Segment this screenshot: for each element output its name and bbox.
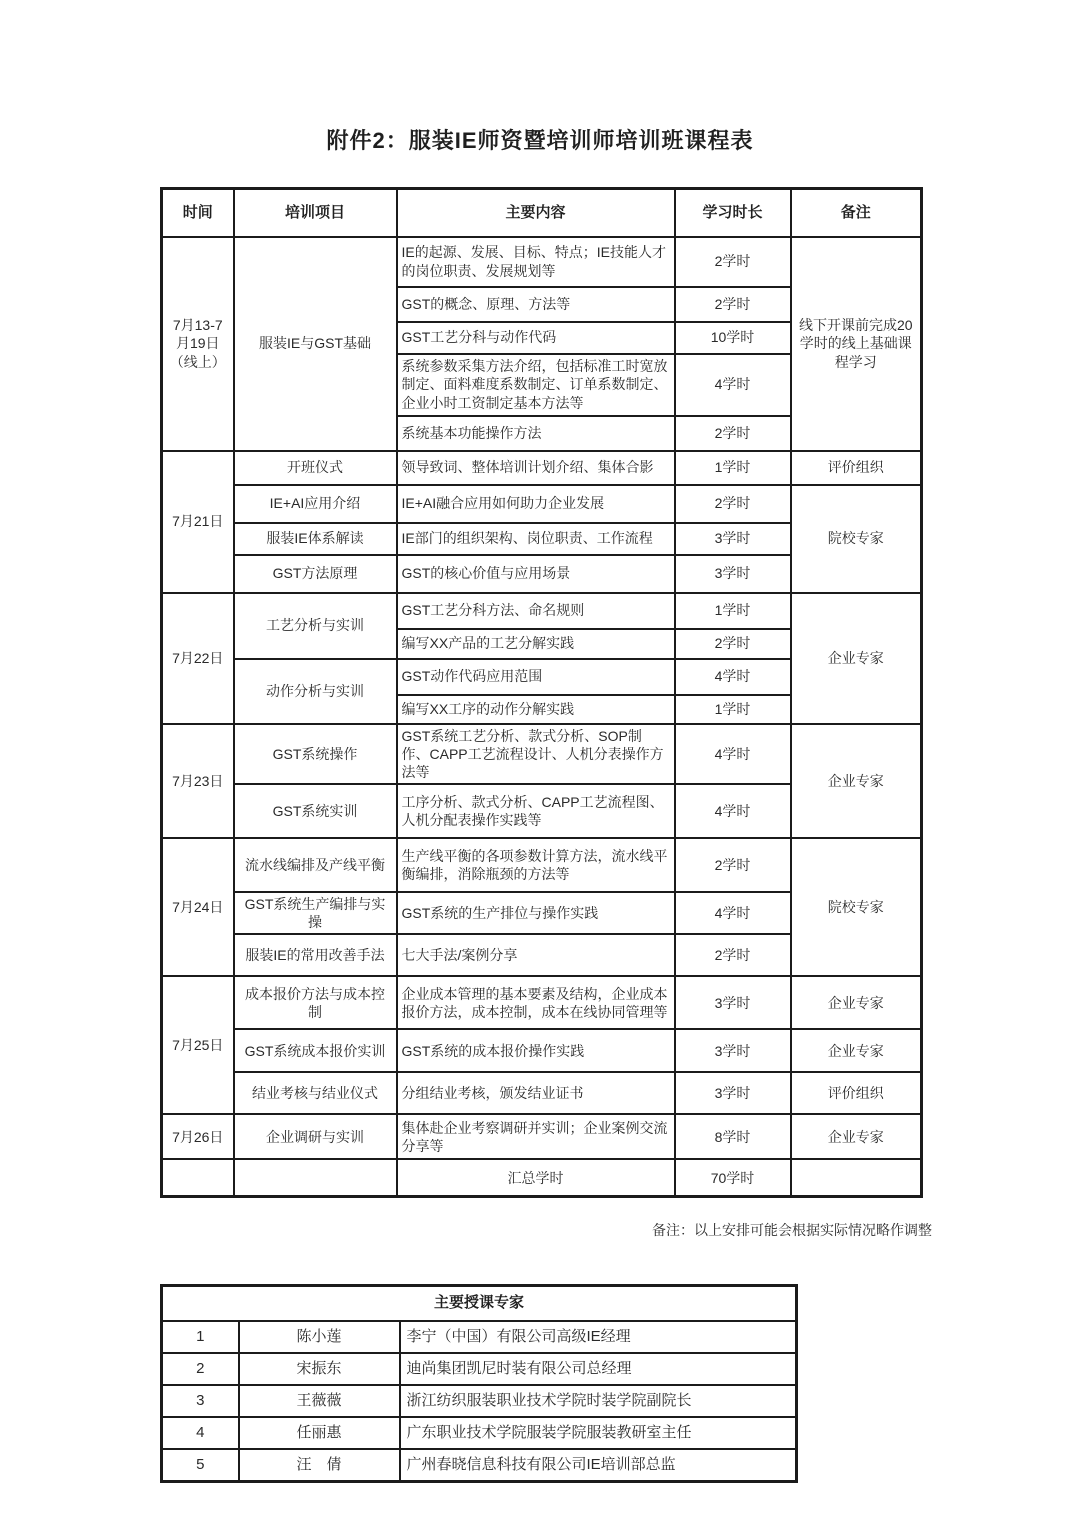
header-remark: 备注 bbox=[791, 189, 922, 237]
hours-cell: 3学时 bbox=[675, 1029, 791, 1072]
hours-cell: 4学时 bbox=[675, 892, 791, 934]
hours-cell: 1学时 bbox=[675, 593, 791, 629]
hours-cell: 2学时 bbox=[675, 629, 791, 659]
expert-row bbox=[162, 1417, 797, 1449]
content-cell: 集体赴企业考察调研并实训；企业案例交流分享等 bbox=[397, 1114, 675, 1159]
remark-cell: 企业专家 bbox=[791, 1029, 922, 1072]
summary-label-cell: 汇总学时 bbox=[397, 1159, 675, 1196]
content-cell: GST动作代码应用范围 bbox=[397, 659, 675, 695]
table-row bbox=[162, 838, 922, 892]
expert-number: 5 bbox=[162, 1449, 239, 1481]
page-title: 附件2：服装IE师资暨培训师培训班课程表 bbox=[326, 128, 754, 153]
content-cell: 领导致词、整体培训计划介绍、集体合影 bbox=[397, 451, 675, 485]
remark-cell: 院校专家 bbox=[791, 838, 922, 976]
expert-row bbox=[162, 1353, 797, 1385]
expert-name: 汪 倩 bbox=[239, 1449, 400, 1481]
hours-cell: 2学时 bbox=[675, 838, 791, 892]
summary-value-cell: 70学时 bbox=[675, 1159, 791, 1196]
summary-empty-time-cell bbox=[162, 1159, 234, 1196]
time-cell: 7月24日 bbox=[162, 838, 234, 976]
project-cell: 动作分析与实训 bbox=[234, 659, 397, 724]
expert-name: 宋振东 bbox=[239, 1353, 400, 1385]
header-content: 主要内容 bbox=[397, 189, 675, 237]
hours-cell: 3学时 bbox=[675, 523, 791, 555]
hours-cell: 4学时 bbox=[675, 659, 791, 695]
expert-title: 李宁（中国）有限公司高级IE经理 bbox=[400, 1321, 797, 1353]
schedule-header-row bbox=[162, 189, 922, 237]
time-cell: 7月22日 bbox=[162, 593, 234, 724]
course-schedule-table bbox=[160, 187, 923, 1198]
expert-name: 陈小莲 bbox=[239, 1321, 400, 1353]
header-duration: 学习时长 bbox=[675, 189, 791, 237]
hours-cell: 4学时 bbox=[675, 354, 791, 416]
expert-name: 王薇薇 bbox=[239, 1385, 400, 1417]
project-cell: GST系统操作 bbox=[234, 724, 397, 785]
time-cell: 7月21日 bbox=[162, 451, 234, 593]
remark-cell: 企业专家 bbox=[791, 976, 922, 1029]
expert-title: 广东职业技术学院服装学院服装教研室主任 bbox=[400, 1417, 797, 1449]
content-cell: IE部门的组织架构、岗位职责、工作流程 bbox=[397, 523, 675, 555]
project-cell: 结业考核与结业仪式 bbox=[234, 1072, 397, 1114]
content-cell: 分组结业考核，颁发结业证书 bbox=[397, 1072, 675, 1114]
expert-name: 任丽惠 bbox=[239, 1417, 400, 1449]
project-cell: 成本报价方法与成本控制 bbox=[234, 976, 397, 1029]
expert-number: 3 bbox=[162, 1385, 239, 1417]
time-cell: 7月26日 bbox=[162, 1114, 234, 1159]
remark-cell: 企业专家 bbox=[791, 593, 922, 724]
expert-row bbox=[162, 1321, 797, 1353]
project-cell: GST系统生产编排与实操 bbox=[234, 892, 397, 934]
hours-cell: 8学时 bbox=[675, 1114, 791, 1159]
content-cell: GST系统的生产排位与操作实践 bbox=[397, 892, 675, 934]
time-cell: 7月13-7月19日（线上） bbox=[162, 237, 234, 451]
content-cell: GST系统的成本报价操作实践 bbox=[397, 1029, 675, 1072]
hours-cell: 3学时 bbox=[675, 1072, 791, 1114]
content-cell: GST工艺分科方法、命名规则 bbox=[397, 593, 675, 629]
project-cell: 工艺分析与实训 bbox=[234, 593, 397, 659]
project-cell: GST系统实训 bbox=[234, 784, 397, 838]
expert-title: 广州春晓信息科技有限公司IE培训部总监 bbox=[400, 1449, 797, 1481]
header-project: 培训项目 bbox=[234, 189, 397, 237]
content-cell: IE+AI融合应用如何助力企业发展 bbox=[397, 485, 675, 523]
hours-cell: 10学时 bbox=[675, 322, 791, 354]
hours-cell: 2学时 bbox=[675, 485, 791, 523]
experts-table bbox=[160, 1284, 798, 1483]
hours-cell: 4学时 bbox=[675, 784, 791, 838]
content-cell: IE的起源、发展、目标、特点；IE技能人才的岗位职责、发展规划等 bbox=[397, 237, 675, 287]
experts-header-row bbox=[162, 1285, 797, 1321]
content-cell: GST系统工艺分析、款式分析、SOP制作、CAPP工艺流程设计、人机分表操作方法等 bbox=[397, 724, 675, 785]
project-cell: 服装IE与GST基础 bbox=[234, 237, 397, 451]
schedule-footnote: 备注：以上安排可能会根据实际情况略作调整 bbox=[652, 1221, 932, 1238]
remark-cell: 评价组织 bbox=[791, 1072, 922, 1114]
expert-row bbox=[162, 1449, 797, 1481]
hours-cell: 2学时 bbox=[675, 934, 791, 976]
summary-empty-remark-cell bbox=[791, 1159, 922, 1196]
content-cell: GST工艺分科与动作代码 bbox=[397, 322, 675, 354]
time-cell: 7月23日 bbox=[162, 724, 234, 839]
time-cell: 7月25日 bbox=[162, 976, 234, 1114]
table-row bbox=[162, 485, 922, 523]
expert-number: 2 bbox=[162, 1353, 239, 1385]
project-cell: 流水线编排及产线平衡 bbox=[234, 838, 397, 892]
hours-cell: 2学时 bbox=[675, 287, 791, 322]
project-cell: 企业调研与实训 bbox=[234, 1114, 397, 1159]
expert-row bbox=[162, 1385, 797, 1417]
content-cell: 系统参数采集方法介绍，包括标准工时宽放制定、面料难度系数制定、订单系数制定、企业小时工资制定基本方法等 bbox=[397, 354, 675, 416]
content-cell: 系统基本功能操作方法 bbox=[397, 416, 675, 451]
table-row bbox=[162, 1114, 922, 1159]
hours-cell: 2学时 bbox=[675, 237, 791, 287]
project-cell: 服装IE的常用改善手法 bbox=[234, 934, 397, 976]
hours-cell: 2学时 bbox=[675, 416, 791, 451]
remark-cell: 企业专家 bbox=[791, 1114, 922, 1159]
experts-table-title: 主要授课专家 bbox=[162, 1285, 797, 1321]
content-cell: 企业成本管理的基本要素及结构，企业成本报价方法，成本控制，成本在线协同管理等 bbox=[397, 976, 675, 1029]
table-row bbox=[162, 451, 922, 485]
table-row bbox=[162, 237, 922, 287]
table-row bbox=[162, 1029, 922, 1072]
table-row bbox=[162, 724, 922, 785]
expert-number: 1 bbox=[162, 1321, 239, 1353]
hours-cell: 1学时 bbox=[675, 695, 791, 724]
hours-cell: 3学时 bbox=[675, 976, 791, 1029]
content-cell: GST的核心价值与应用场景 bbox=[397, 555, 675, 593]
hours-cell: 3学时 bbox=[675, 555, 791, 593]
content-cell: 七大手法/案例分享 bbox=[397, 934, 675, 976]
content-cell: 生产线平衡的各项参数计算方法，流水线平衡编排，消除瓶颈的方法等 bbox=[397, 838, 675, 892]
summary-row bbox=[162, 1159, 922, 1196]
content-cell: 编写XX产品的工艺分解实践 bbox=[397, 629, 675, 659]
hours-cell: 1学时 bbox=[675, 451, 791, 485]
project-cell: GST方法原理 bbox=[234, 555, 397, 593]
project-cell: 开班仪式 bbox=[234, 451, 397, 485]
content-cell: 工序分析、款式分析、CAPP工艺流程图、人机分配表操作实践等 bbox=[397, 784, 675, 838]
table-row bbox=[162, 1072, 922, 1114]
project-cell: GST系统成本报价实训 bbox=[234, 1029, 397, 1072]
header-time: 时间 bbox=[162, 189, 234, 237]
remark-cell: 线下开课前完成20学时的线上基础课程学习 bbox=[791, 237, 922, 451]
remark-cell: 院校专家 bbox=[791, 485, 922, 593]
remark-cell: 评价组织 bbox=[791, 451, 922, 485]
summary-empty-project-cell bbox=[234, 1159, 397, 1196]
table-row bbox=[162, 976, 922, 1029]
hours-cell: 4学时 bbox=[675, 724, 791, 785]
project-cell: 服装IE体系解读 bbox=[234, 523, 397, 555]
remark-cell: 企业专家 bbox=[791, 724, 922, 839]
expert-title: 迪尚集团凯尼时装有限公司总经理 bbox=[400, 1353, 797, 1385]
content-cell: 编写XX工序的动作分解实践 bbox=[397, 695, 675, 724]
expert-number: 4 bbox=[162, 1417, 239, 1449]
table-row bbox=[162, 593, 922, 629]
project-cell: IE+AI应用介绍 bbox=[234, 485, 397, 523]
expert-title: 浙江纺织服装职业技术学院时装学院副院长 bbox=[400, 1385, 797, 1417]
content-cell: GST的概念、原理、方法等 bbox=[397, 287, 675, 322]
